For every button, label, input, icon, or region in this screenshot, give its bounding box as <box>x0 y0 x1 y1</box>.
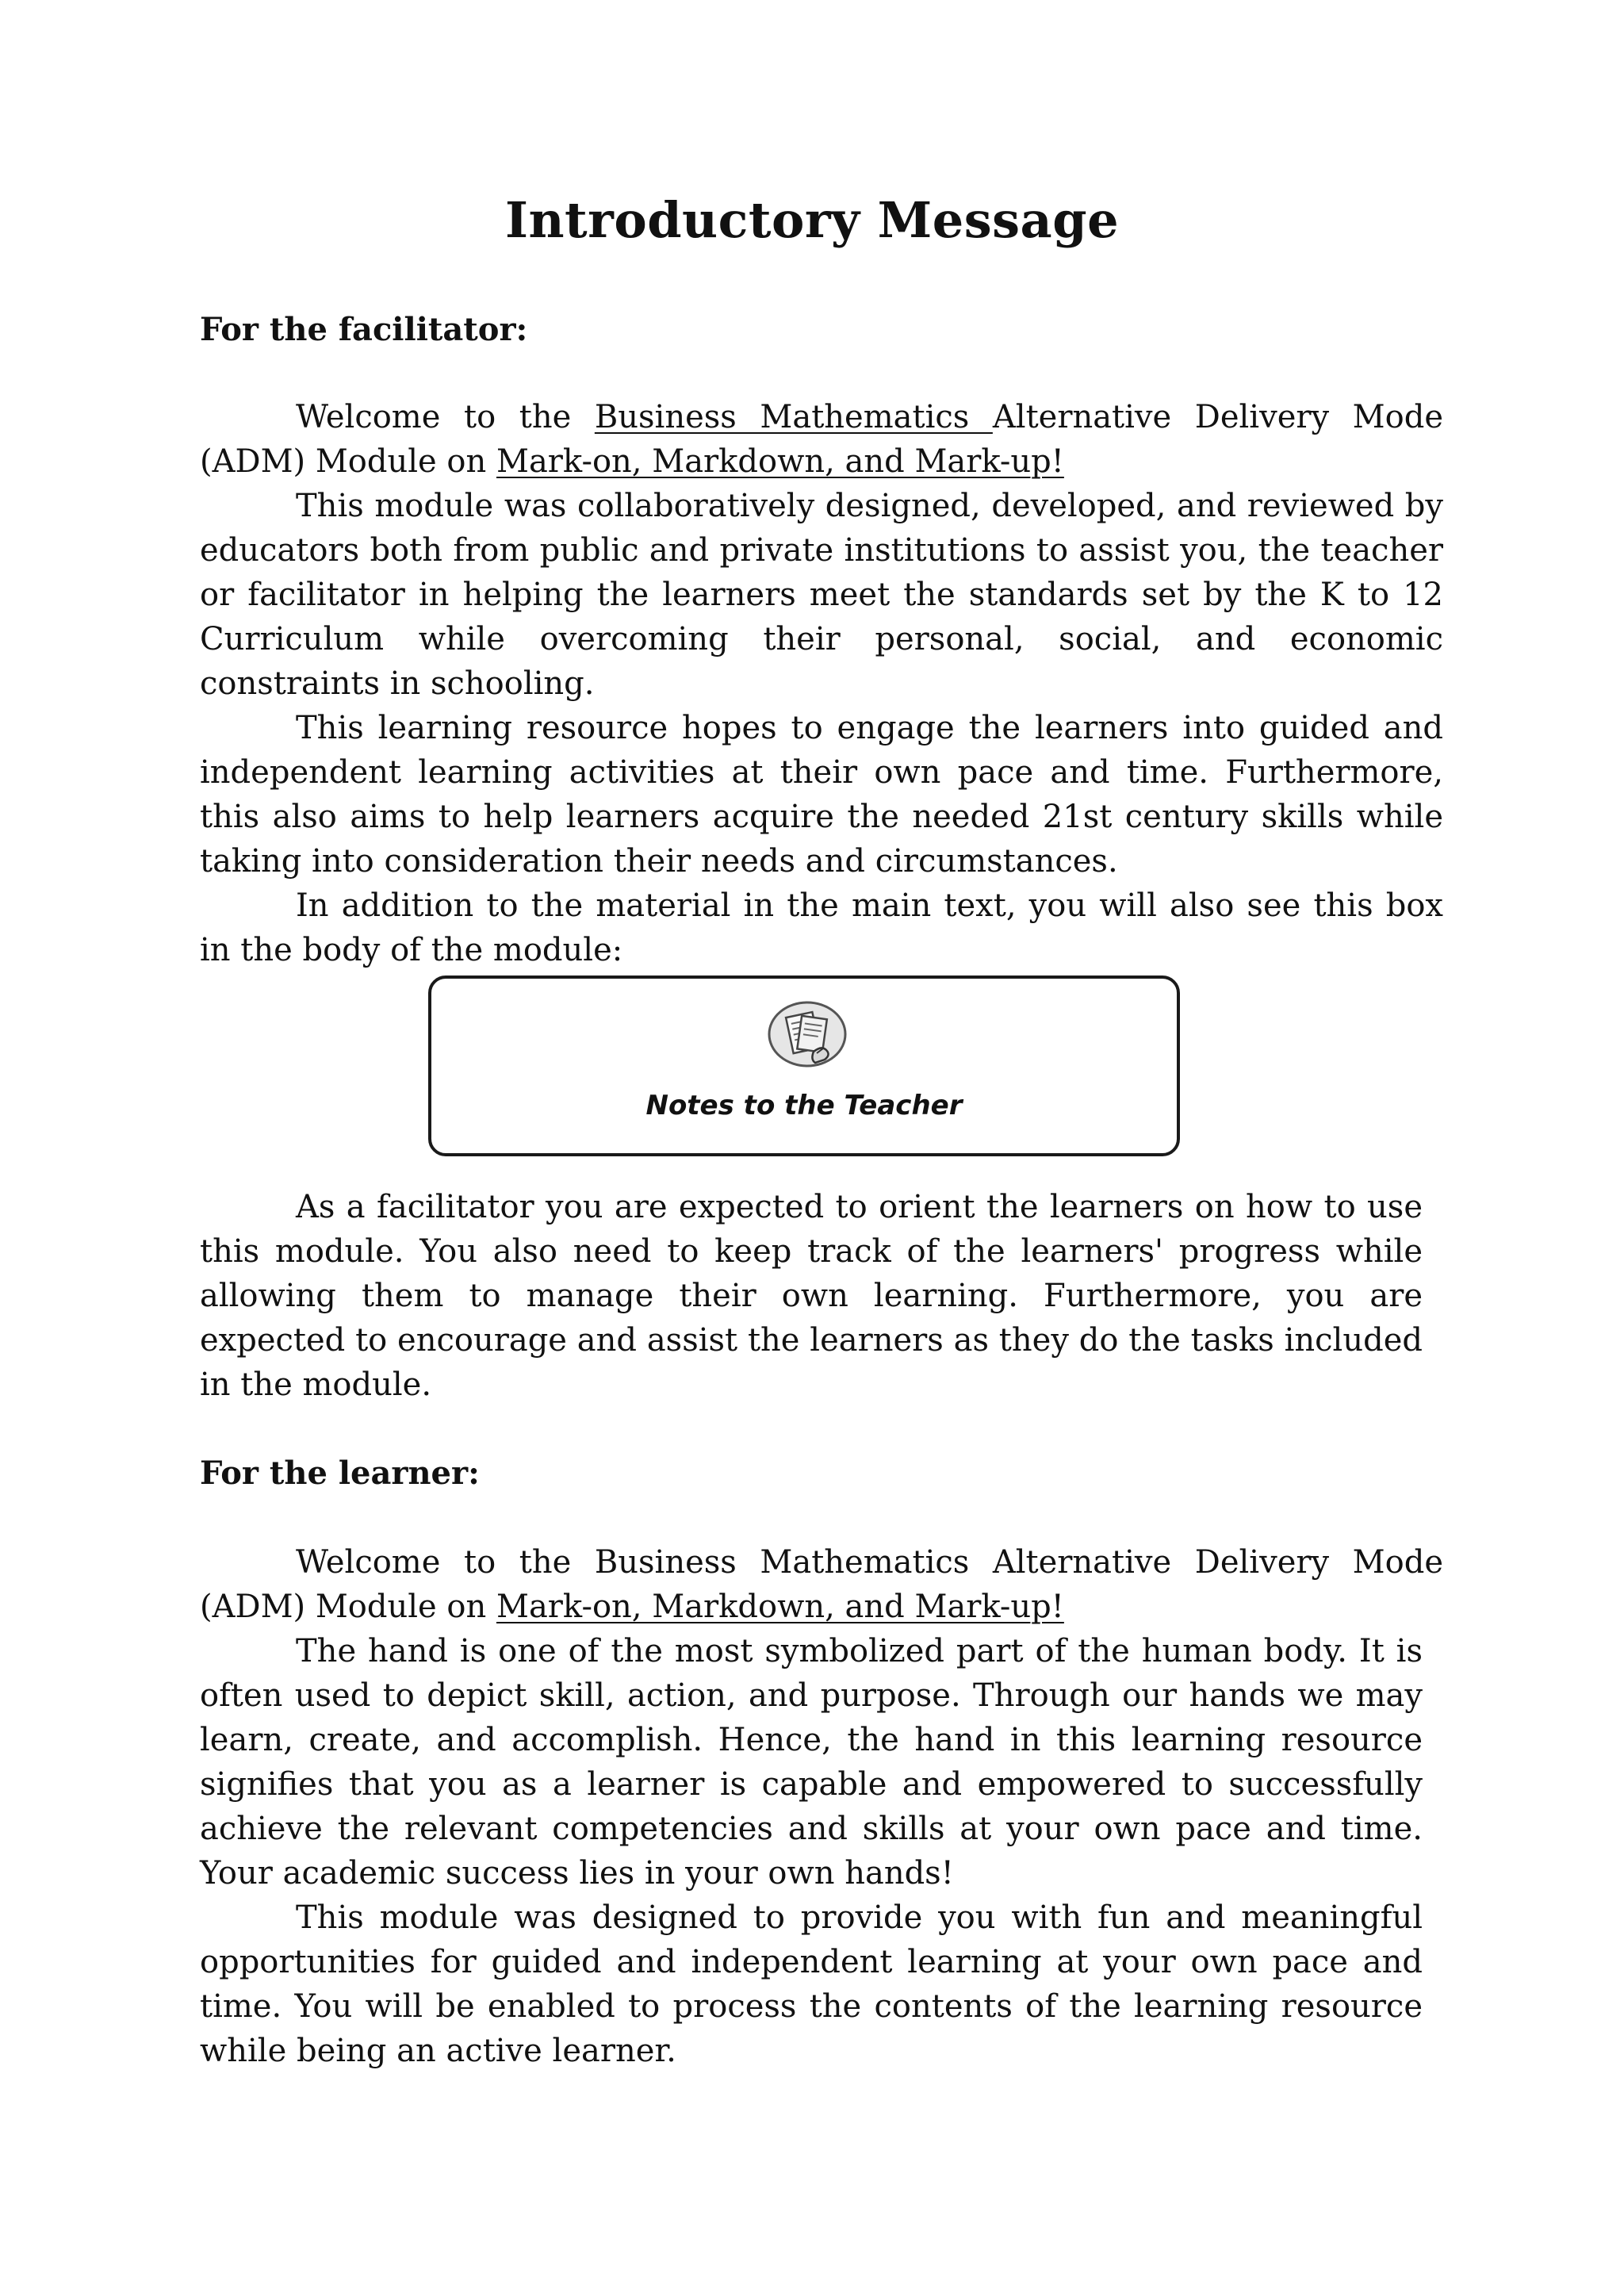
notes-to-teacher-box <box>428 976 1180 1156</box>
facilitator-paragraph-resource: This learning resource hopes to engage the learners into guided and independent learning activities at their own pace and time. Furthermore, this also aims to help learners acquire the needed 21st century skills while taking into consideration their needs and circumstances. <box>200 710 1443 880</box>
page-title: Introductory Message <box>504 191 1120 249</box>
facilitator-paragraph-box-intro: In addition to the material in the main text, you will also see this box in the body of the module: <box>200 887 1443 968</box>
facilitator-welcome-text: Welcome to the <box>296 399 595 435</box>
learner-heading: For the learner: <box>200 1455 480 1492</box>
learner-welcome-paragraph <box>200 1540 1443 1629</box>
notes-hand-icon <box>766 996 848 1072</box>
facilitator-welcome-mid: Alternative Delivery Mode (ADM) Module on <box>200 399 1444 480</box>
learner-welcome-text: Welcome to the Business Mathematics Alternative Delivery Mode (ADM) Module on <box>200 1544 1443 1625</box>
notes-to-teacher-label: Notes to the Teacher <box>645 1090 963 1121</box>
facilitator-heading: For the facilitator: <box>200 311 528 348</box>
learner-paragraph-module: This module was designed to provide you with fun and meaningful opportunities for guided and independent learning at your own pace and time. You will be enabled to process the contents of the learning resource while being an active learner. <box>200 1899 1423 2069</box>
module-topic: Mark-on, Markdown, and Mark-up! <box>496 443 1064 480</box>
facilitator-welcome-paragraph <box>200 395 1443 484</box>
facilitator-paragraph-design: This module was collaboratively designed, developed, and reviewed by educators both from public and private institutions to assist you, the teacher or facilitator in helping the learners meet the standards set by the K to 12 Curriculum while overcoming their personal, social, and economic constraints in schooling. <box>200 488 1443 702</box>
subject-name: Business Mathematics <box>594 399 993 435</box>
learner-module-topic: Mark-on, Markdown, and Mark-up! <box>496 1589 1064 1625</box>
learner-paragraph-hand: The hand is one of the most symbolized part of the human body. It is often used to depict skill, action, and purpose. Through our hands we may learn, create, and accomplish. Hence, the hand in this learning resource signifies that you as a learner is capable and empowered to successfully achieve the relevant competencies and skills at your own pace and time. Your academic success lies in your own hands! <box>200 1633 1423 1892</box>
facilitator-paragraph-expectations: As a facilitator you are expected to orient the learners on how to use this module. You also need to keep track of the learners' progress while allowing them to manage their own learning. Furthermore, you are expected to encourage and assist the learners as they do the tasks included in the module. <box>200 1189 1423 1403</box>
